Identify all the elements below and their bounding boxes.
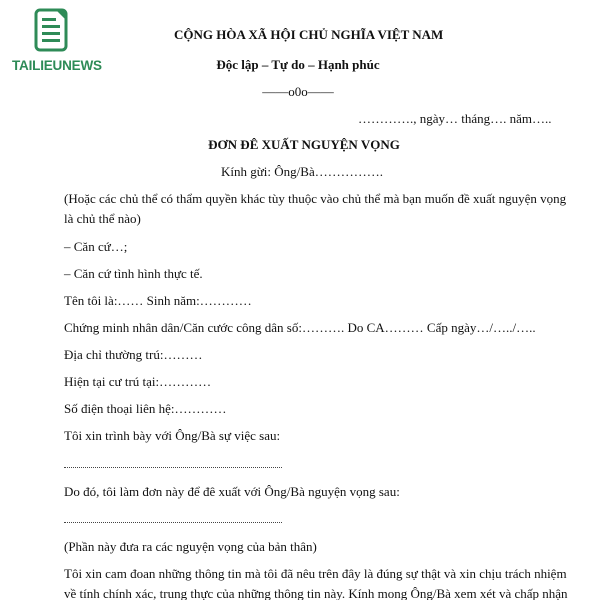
name-line: Tên tôi là:…… Sinh năm:………… [64,293,252,308]
separator: ——o0o—— [262,84,334,99]
document-title: ĐƠN ĐÊ XUẤT NGUYỆN VỌNG [208,137,400,152]
note-line-1: (Hoặc các chủ thể có thẩm quyền khác tùy thuộc vào chủ thể mà bạn muốn đề xuất nguyện vọng [64,191,567,206]
present-line: Tôi xin trình bày với Ông/Bà sự việc sau: [64,428,281,443]
logo-text: TAILIEUNEWS [12,58,102,73]
motto: Độc lập – Tự do – Hạnh phúc [216,57,380,72]
nation-heading: CỘNG HÒA XÃ HỘI CHỦ NGHĨA VIỆT NAM [174,27,444,42]
commit-line-1: Tôi xin cam đoan những thông tin mà tôi đã nêu trên đây là đúng sự thật và xin chịu trách nhiệm [64,566,567,581]
recipient-line: Kính gừi: Ông/Bà……………. [221,164,383,179]
note-line-2: là chủ thể nào) [64,211,141,226]
fill-in-dots-2 [64,521,282,523]
permanent-address: Địa chỉ thường trú:……… [64,347,203,362]
basis-2: – Căn cứ tình hình thực tế. [64,266,203,281]
therefore-line: Do đó, tôi làm đơn này để đê xuất với Ông/Bà nguyện vọng sau: [64,484,400,499]
id-line: Chứng minh nhân dân/Căn cước công dân số:………. Do CA……… Cấp ngày…/…../….. [64,320,536,335]
wishes-note: (Phần này đưa ra các nguyện vọng của bản thân) [64,539,317,554]
phone-line: Số điện thoại liên hệ:………… [64,401,227,416]
fill-in-dots-1 [64,466,282,468]
date-line: …………., ngày… tháng…. năm….. [358,111,552,126]
commit-line-2: về tính chính xác, trung thực của những thông tin này. Kính mong Ông/Bà xem xét và chấp nhận [64,586,568,600]
current-residence: Hiện tại cư trú tại:………… [64,374,212,389]
document-icon [34,8,72,59]
basis-1: – Căn cứ…; [64,239,128,254]
